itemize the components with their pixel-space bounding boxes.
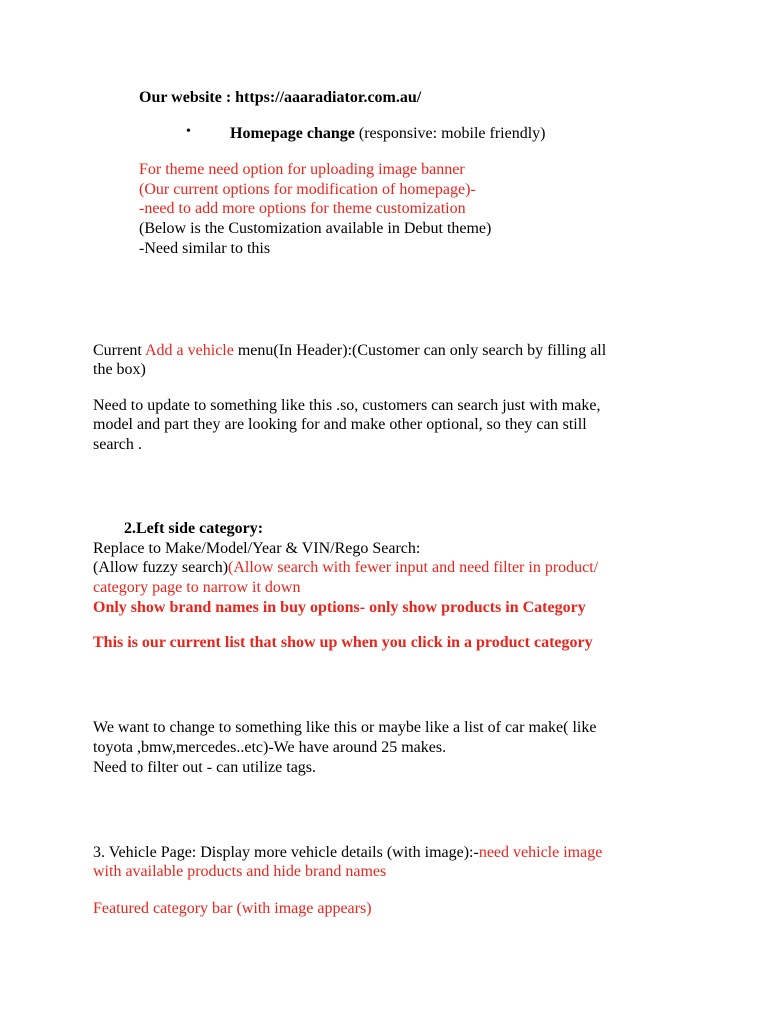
vehicle-menu-line-2: the box) [93,361,146,378]
homepage-change-subtitle: (responsive: mobile friendly) [354,125,546,142]
homepage-change-line [230,124,546,144]
vehicle-menu-line-1 [93,341,606,361]
vehicle-menu-prefix: Current [93,342,145,359]
featured-category-line: Featured category bar (with image appears) [93,900,372,917]
left-category-line-3: category page to narrow it down [93,579,301,596]
vehicle-para-line-2: model and part they are looking for and make other optional, so they can still [93,416,587,433]
website-line: Our website : https://aaaradiator.com.au/ [139,89,422,106]
left-category-line-2 [93,558,598,578]
left-category-line-5: This is our current list that show up when you click in a product category [93,634,593,651]
left-category-heading: 2.Left side category: [124,520,264,537]
fuzzy-search-detail: (Allow search with fewer input and need filter in product/ [228,559,599,576]
bullet-dot: • [186,124,191,139]
theme-line-3: -need to add more options for theme customization [139,200,466,217]
change-list-line-3: Need to filter out - can utilize tags. [93,759,317,776]
vehicle-page-red: need vehicle image [478,844,603,861]
theme-line-4: (Below is the Customization available in Debut theme) [139,220,492,237]
theme-line-2: (Our current options for modification of homepage)- [139,181,476,198]
vehicle-menu-suffix: menu(In Header):(Customer can only search by filling all [233,342,607,359]
fuzzy-search-note: (Allow fuzzy search) [93,559,229,576]
left-category-line-1: Replace to Make/Model/Year & VIN/Rego Search: [93,540,421,557]
vehicle-page-text: 3. Vehicle Page: Display more vehicle details (with image):- [93,844,479,861]
vehicle-page-line-2: with available products and hide brand names [93,863,387,880]
left-category-line-4: Only show brand names in buy options- only show products in Category [93,599,586,616]
theme-line-5: -Need similar to this [139,240,271,257]
change-list-line-2: toyota ,bmw,mercedes..etc)-We have around 25 makes. [93,739,447,756]
vehicle-page-line-1 [93,843,602,863]
change-list-line-1: We want to change to something like this or maybe like a list of car make( like [93,719,597,736]
vehicle-para-line-1: Need to update to something like this .so, customers can search just with make, [93,397,601,414]
homepage-change-title: Homepage change [230,125,355,142]
vehicle-menu-highlight: Add a vehicle [145,342,234,359]
vehicle-para-line-3: search . [93,436,142,453]
theme-line-1: For theme need option for uploading image banner [139,161,465,178]
